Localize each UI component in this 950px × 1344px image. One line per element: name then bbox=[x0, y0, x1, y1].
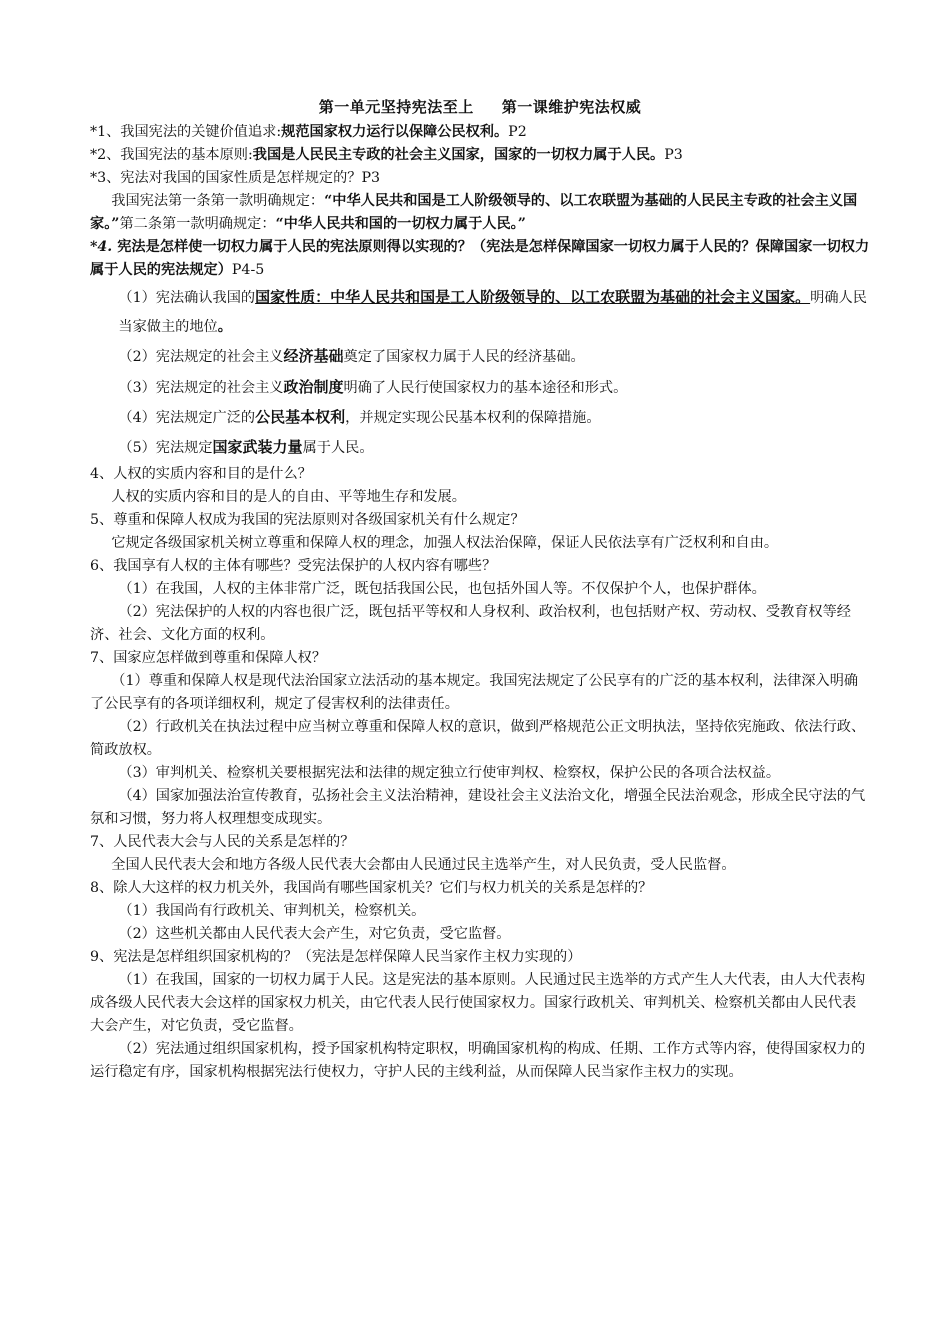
page-ref: P4-5 bbox=[231, 262, 265, 279]
question-2 bbox=[90, 144, 870, 167]
question-9: 7、人民代表大会与人民的关系是怎样的？ bbox=[90, 833, 355, 850]
answer-text: （5）宪法规定 bbox=[118, 440, 213, 457]
question-8: 7、国家应怎样做到尊重和保障人权？ bbox=[90, 649, 327, 666]
answer-bold: 规范国家权力运行以保障公民权利。 bbox=[281, 124, 509, 141]
document-page bbox=[90, 95, 870, 1084]
answer-4-item-1 bbox=[90, 282, 870, 341]
page-title bbox=[90, 95, 870, 119]
title-unit: 第一单元坚持宪法至上 bbox=[318, 98, 474, 116]
question-text: 2、我国宪法的基本原则: bbox=[97, 147, 253, 164]
answer-10-item-1: （1）我国尚有行政机关、审判机关，检察机关。 bbox=[118, 902, 426, 919]
star-mark: * bbox=[90, 147, 98, 164]
answer-text: （3）宪法规定的社会主义 bbox=[118, 379, 284, 396]
answer-3 bbox=[90, 190, 870, 236]
star-mark: * bbox=[90, 124, 98, 141]
answer-text: 。 bbox=[217, 318, 232, 335]
answer-underlined: 国家性质：中华人民共和国是工人阶级领导的、以工农联盟为基础的社会主义国家。 bbox=[255, 288, 811, 307]
answer-8-item-1: （1）尊重和保障人权是现代法治国家立法活动的基本规定。我国宪法规定了公民享有的广泛的基本权利，法律深入明确了公民享有的各项详细权利，规定了侵害权利的法律责任。 bbox=[90, 672, 859, 712]
question-3 bbox=[90, 167, 870, 190]
answer-text: ，并规定实现公民基本权利的保障措施。 bbox=[345, 409, 601, 426]
page-ref: P2 bbox=[508, 124, 527, 141]
answer-text: 奠定了国家权力属于人民的经济基础。 bbox=[343, 349, 585, 366]
star-mark: *4. bbox=[90, 239, 113, 256]
answer-4-item-5 bbox=[90, 432, 870, 462]
answer-7-item-1: （1）在我国，人权的主体非常广泛，既包括我国公民，也包括外国人等。不仅保护个人，也保护群体。 bbox=[118, 580, 766, 597]
question-4 bbox=[90, 236, 870, 282]
answer-7-item-2: （2）宪法保护的人权的内容也很广泛，既包括平等权和人身权利、政治权利，也包括财产权、劳动权、受教育权等经济、社会、文化方面的权利。 bbox=[90, 603, 851, 643]
answer-11-item-1: （1）在我国，国家的一切权力属于人民。这是宪法的基本原则。人民通过民主选举的方式产生人大代表，由人大代表构成各级人民代表大会这样的国家权力机关，由它代表人民行使国家权力。国家行政机关、审判机关、检察机关都由人民代表大会产生，对它负责，受它监督。 bbox=[90, 971, 866, 1034]
answer-bold: 经济基础 bbox=[283, 347, 344, 366]
question-text: 1、我国宪法的关键价值追求: bbox=[97, 124, 282, 141]
question-6: 5、尊重和保障人权成为我国的宪法原则对各级国家机关有什么规定？ bbox=[90, 511, 525, 528]
answer-bold: 我国是人民民主专政的社会主义国家，国家的一切权力属于人民。 bbox=[252, 147, 665, 164]
question-5: 4、人权的实质内容和目的是什么？ bbox=[90, 465, 312, 482]
answer-4-item-2 bbox=[90, 341, 870, 371]
answer-bold: 政治制度 bbox=[283, 377, 344, 396]
question-text: 宪法是怎样使一切权力属于人民的宪法原则得以实现的？（宪法是怎样保障国家一切权力属于人民的？保障国家一切权力属于人民的宪法规定） bbox=[90, 239, 870, 279]
answer-bold: 公民基本权利 bbox=[255, 407, 346, 426]
answer-4-item-3 bbox=[90, 372, 870, 402]
answer-11-item-2: （2）宪法通过组织国家机构，授予国家机构特定职权，明确国家机构的构成、任期、工作方式等内容，使得国家权力的运行稳定有序，国家机构根据宪法行使权力，守护人民的主线利益，从而保障人民当家作主权力的实现。 bbox=[90, 1040, 866, 1080]
answer-4-item-4 bbox=[90, 402, 870, 432]
answer-bold: “中华人民共和国的一切权力属于人民。” bbox=[275, 216, 526, 233]
answer-text: （1）宪法确认我国的 bbox=[118, 290, 256, 307]
question-1 bbox=[90, 121, 870, 144]
answer-bold: “中华人民共和国是工人阶级领导的、以工农联盟为基础的人民民主专政的社会主义国家。” bbox=[90, 193, 858, 233]
star-mark: * bbox=[90, 170, 98, 187]
answer-text: （2）宪法规定的社会主义 bbox=[118, 349, 284, 366]
answer-text: 第二条第一款明确规定： bbox=[119, 216, 276, 233]
question-10: 8、除人大这样的权力机关外，我国尚有哪些国家机关？它们与权力机关的关系是怎样的？ bbox=[90, 879, 653, 896]
answer-bold: 国家武装力量 bbox=[212, 438, 303, 457]
answer-8-item-4: （4）国家加强法治宣传教育，弘扬社会主义法治精神，建设社会主义法治文化，增强全民法治观念，形成全民守法的气氛和习惯，努力将人权理想变成现实。 bbox=[90, 787, 866, 827]
answer-9: 全国人民代表大会和地方各级人民代表大会都由人民通过民主选举产生，对人民负责，受人民监督。 bbox=[111, 856, 736, 873]
answer-text: 明确人民当家做主的地位 bbox=[118, 290, 867, 335]
page-ref: P3 bbox=[664, 147, 683, 164]
answer-5: 人权的实质内容和目的是人的自由、平等地生存和发展。 bbox=[111, 488, 466, 505]
question-text: 3、宪法对我国的国家性质是怎样规定的？P3 bbox=[97, 170, 381, 187]
answer-8-item-3: （3）审判机关、检察机关要根据宪法和法律的规定独立行使审判权、检察权，保护公民的各项合法权益。 bbox=[118, 764, 781, 781]
title-lesson: 第一课维护宪法权威 bbox=[501, 98, 642, 116]
answer-6: 它规定各级国家机关树立尊重和保障人权的理念，加强人权法治保障，保证人民依法享有广泛权利和自由。 bbox=[111, 534, 779, 551]
question-7: 6、我国享有人权的主体有哪些？受宪法保护的人权内容有哪些？ bbox=[90, 557, 497, 574]
answer-text: 明确了人民行使国家权力的基本途径和形式。 bbox=[343, 379, 628, 396]
answer-text: （4）宪法规定广泛的 bbox=[118, 409, 256, 426]
answer-10-item-2: （2）这些机关都由人民代表大会产生，对它负责，受它监督。 bbox=[118, 925, 511, 942]
answer-text: 属于人民。 bbox=[302, 440, 374, 457]
answer-8-item-2: （2）行政机关在执法过程中应当树立尊重和保障人权的意识，做到严格规范公正文明执法，坚持依宪施政、依法行政、简政放权。 bbox=[90, 718, 866, 758]
question-11: 9、宪法是怎样组织国家机构的？（宪法是怎样保障人民当家作主权力实现的） bbox=[90, 948, 582, 965]
answer-text: 我国宪法第一条第一款明确规定： bbox=[111, 193, 325, 210]
